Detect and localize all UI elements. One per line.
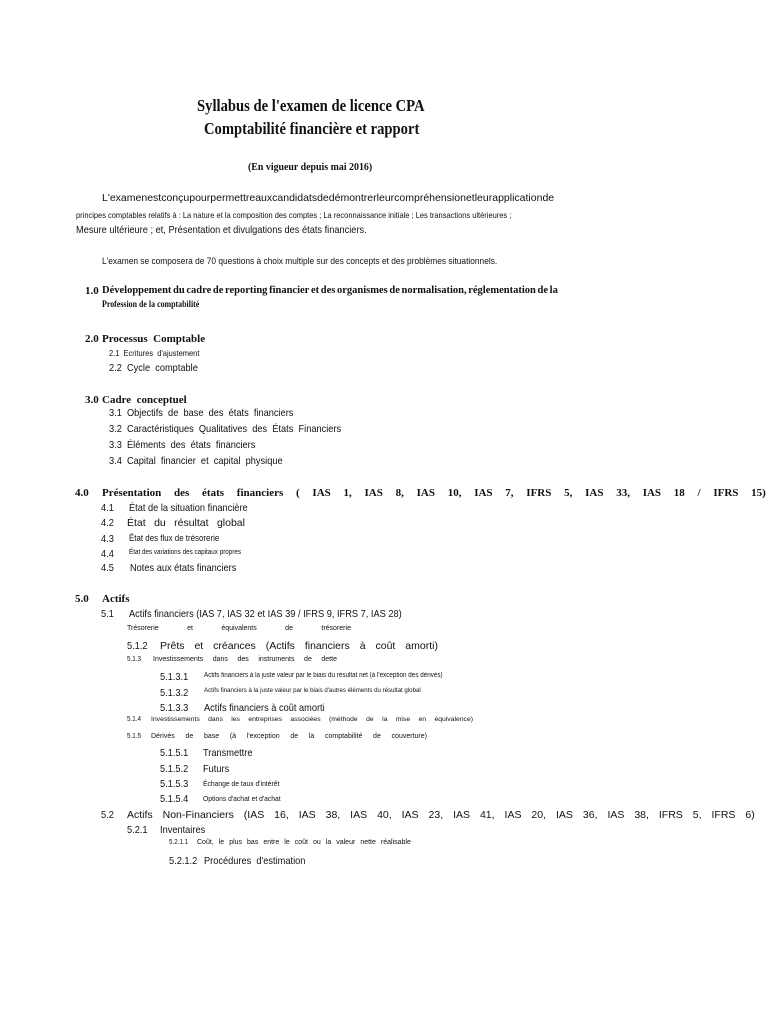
word: réalisable	[380, 839, 411, 846]
item-4-4-number: 4.4	[101, 548, 114, 560]
item-5-1-5-2-label: Futurs	[203, 763, 230, 775]
word: IFRS	[711, 809, 736, 821]
word: de	[212, 285, 224, 296]
word: de	[537, 285, 549, 296]
section-3-title: Cadre conceptuel	[102, 394, 187, 406]
item-5-2-1-label: Inventaires	[160, 824, 206, 836]
item-5-1-3-3-label: Actifs financiers à coût amorti	[204, 702, 325, 714]
word: financiers	[236, 487, 284, 499]
item-5-1-2-label	[160, 640, 438, 652]
intro-line-1	[102, 192, 555, 204]
word: 41,	[479, 809, 495, 821]
word: 18	[673, 487, 685, 499]
word: comptabilité	[324, 733, 363, 740]
word: bas	[247, 839, 259, 846]
word: reporting	[225, 285, 268, 296]
word: Investissements	[151, 716, 200, 723]
word: IFRS	[526, 487, 552, 499]
item-5-1-5-1-label: Transmettre	[203, 747, 253, 759]
word: associées	[290, 716, 321, 723]
word: du	[154, 517, 166, 529]
item-5-1-3-1-number: 5.1.3.1	[160, 671, 189, 683]
word: l'exception	[246, 733, 280, 740]
word: candidats	[272, 192, 318, 204]
word: Dérivés	[151, 733, 175, 740]
item-4-2-label	[127, 517, 245, 529]
word: dans	[208, 716, 223, 723]
word: couverture)	[391, 733, 427, 740]
word: conçu	[161, 192, 190, 204]
exam-note: L'examen se composera de 70 questions à choix multiple sur des concepts et des problèmes situationnels.	[102, 256, 498, 267]
item-4-4-label: État des variations des capitaux propres	[129, 549, 242, 556]
word: démontrer	[328, 192, 377, 204]
item-4-5-label: Notes aux états financiers	[130, 562, 237, 574]
item-3-3: 3.3 Éléments des états financiers	[109, 439, 256, 451]
word: est	[147, 192, 162, 204]
item-2-2: 2.2 Cycle comptable	[109, 362, 198, 374]
item-5-1-5-label	[151, 733, 427, 740]
item-4-3-number: 4.3	[101, 533, 114, 545]
item-5-1-3-2-label: Actifs financiers à la juste valeur par le biais d'autres éléments du résultat global	[204, 687, 421, 694]
word: 1,	[343, 487, 352, 499]
item-3-1: 3.1 Objectifs de base des états financiers	[109, 407, 294, 419]
word: de	[366, 716, 374, 723]
word: de	[290, 733, 299, 740]
item-5-1-5-3-number: 5.1.5.3	[160, 778, 189, 790]
word: nette	[360, 839, 376, 846]
effective-date: (En vigueur depuis mai 2016)	[248, 161, 373, 173]
item-5-1-4-number: 5.1.4	[127, 716, 142, 723]
word: compréhension	[394, 192, 466, 204]
word: application	[492, 192, 543, 204]
word: 38,	[325, 809, 341, 821]
word: leur	[474, 192, 493, 204]
word: /	[697, 487, 701, 499]
section-3-number: 3.0	[85, 394, 99, 406]
item-3-4: 3.4 Capital financier et capital physique	[109, 455, 283, 467]
doc-title-line1: Syllabus de l'examen de licence CPA	[197, 96, 425, 115]
section-4-title	[102, 487, 766, 499]
word: 6)	[745, 809, 755, 821]
word: 23,	[428, 809, 444, 821]
section-1-number: 1.0	[85, 285, 99, 297]
word: permettre	[210, 192, 256, 204]
item-5-1-5-1-number: 5.1.5.1	[160, 747, 189, 759]
word: Prêts	[160, 640, 185, 652]
word: 20,	[531, 809, 547, 821]
word: instruments	[258, 656, 295, 663]
word: IAS	[350, 809, 368, 821]
item-5-2-number: 5.2	[101, 809, 114, 821]
word: coût	[375, 640, 396, 652]
word: IAS	[504, 809, 522, 821]
word: coût	[294, 839, 308, 846]
intro-line-2: principes comptables relatifs à : La nature et la composition des comptes ; La reconnaissance initiale ; Les transactions ultérieures ;	[76, 210, 512, 220]
word: et	[465, 192, 475, 204]
section-5-number: 5.0	[75, 593, 89, 605]
word: des	[237, 656, 249, 663]
word: 5,	[692, 809, 702, 821]
item-5-1-3-label	[153, 656, 337, 663]
word: 5,	[564, 487, 573, 499]
word: financiers	[304, 640, 350, 652]
item-5-1-5-4-number: 5.1.5.4	[160, 793, 189, 805]
item-5-1-4-label	[151, 716, 473, 723]
word: (Actifs	[265, 640, 295, 652]
word: IAS	[312, 487, 331, 499]
word: à	[359, 640, 366, 652]
word: de	[542, 192, 555, 204]
word: créances	[213, 640, 256, 652]
item-5-2-1-number: 5.2.1	[127, 824, 148, 836]
word: (IAS	[243, 809, 265, 821]
word: la	[549, 285, 558, 296]
word: base	[203, 733, 220, 740]
doc-title-line2: Comptabilité financière et rapport	[204, 119, 420, 138]
word: IAS	[298, 809, 316, 821]
item-5-1-5-number: 5.1.5	[127, 733, 142, 740]
word: des	[174, 487, 190, 499]
word: organismes	[337, 285, 388, 296]
word: 33,	[616, 487, 630, 499]
word: de	[317, 192, 329, 204]
word: cadre	[186, 285, 212, 296]
word: dans	[212, 656, 228, 663]
word: IAS	[607, 809, 625, 821]
word: du	[173, 285, 185, 296]
word: 16,	[274, 809, 289, 821]
word: 7,	[505, 487, 514, 499]
word: IAS	[453, 809, 471, 821]
word: IAS	[401, 809, 419, 821]
word: et	[310, 285, 320, 296]
word: réglementation	[468, 285, 536, 296]
item-5-2-1-2-number: 5.2.1.2	[169, 855, 198, 867]
word: normalisation,	[401, 285, 467, 296]
item-4-5-number: 4.5	[101, 562, 114, 574]
word: (	[296, 487, 300, 499]
word: la	[382, 716, 388, 723]
item-tresorerie	[127, 625, 351, 632]
word: la	[308, 733, 315, 740]
word: IFRS	[658, 809, 683, 821]
word: entreprises	[248, 716, 282, 723]
item-5-2-1-2-label: Procédures d'estimation	[204, 855, 306, 867]
word: trésorerie	[321, 625, 351, 632]
item-4-2-number: 4.2	[101, 517, 114, 529]
section-2-number: 2.0	[85, 333, 99, 345]
item-5-1-5-2-number: 5.1.5.2	[160, 763, 189, 775]
word: de	[304, 656, 312, 663]
word: financier	[269, 285, 310, 296]
word: plus	[229, 839, 243, 846]
word: 8,	[395, 487, 404, 499]
word: de	[373, 733, 381, 740]
word: IAS	[555, 809, 573, 821]
word: IAS	[474, 487, 493, 499]
word: 38,	[634, 809, 649, 821]
word: de	[285, 625, 293, 632]
item-5-1-label: Actifs financiers (IAS 7, IAS 32 et IAS 39 / IFRS 9, IFRS 7, IAS 28)	[129, 608, 402, 620]
section-1-title	[102, 285, 558, 296]
word: dette	[321, 656, 337, 663]
word: 10,	[447, 487, 462, 499]
word: 36,	[582, 809, 598, 821]
item-5-1-2-number: 5.1.2	[127, 640, 148, 652]
word: résultat	[174, 517, 209, 529]
item-5-2-label	[127, 809, 755, 821]
word: (à	[229, 733, 237, 740]
word: états	[202, 487, 225, 499]
word: amorti)	[405, 640, 438, 652]
word: pour	[189, 192, 211, 204]
word: 40,	[377, 809, 392, 821]
word: des	[320, 285, 336, 296]
word: et	[187, 625, 193, 632]
word: IAS	[642, 487, 662, 499]
word: (méthode	[329, 716, 358, 723]
item-5-2-1-1-number: 5.2.1.1	[169, 839, 189, 846]
item-5-2-1-1-label	[197, 839, 411, 846]
word: de	[185, 733, 194, 740]
word: de	[389, 285, 400, 296]
word: Développement	[102, 285, 172, 296]
word: équivalents	[221, 625, 257, 632]
item-4-1-number: 4.1	[101, 502, 114, 514]
word: Présentation	[102, 487, 162, 499]
item-5-1-5-4-label: Options d'achat et d'achat	[203, 794, 281, 803]
section-4-number: 4.0	[75, 487, 89, 499]
intro-line-3: Mesure ultérieure ; et, Présentation et divulgations des états financiers.	[76, 224, 367, 236]
word: entre	[263, 839, 280, 846]
section-2-title: Processus Comptable	[102, 333, 206, 345]
word: Non-Financiers	[162, 809, 234, 821]
word: Actifs	[127, 809, 153, 821]
word: leur	[376, 192, 395, 204]
item-4-1-label: État de la situation financière	[129, 502, 248, 514]
item-5-1-5-3-label: Échange de taux d'intérêt	[203, 779, 280, 788]
word: global	[216, 517, 245, 529]
section-1-title-line2: Profession de la comptabilité	[102, 299, 200, 309]
item-4-3-label: État des flux de trésorerie	[129, 533, 220, 543]
word: les	[231, 716, 240, 723]
word: IAS	[364, 487, 383, 499]
word: Trésorerie	[127, 625, 159, 632]
word: équivalence)	[434, 716, 473, 723]
word: IAS	[416, 487, 435, 499]
word: 15)	[751, 487, 766, 499]
word: et	[194, 640, 204, 652]
item-3-2: 3.2 Caractéristiques Qualitatives des États Financiers	[109, 423, 342, 435]
item-5-1-3-1-label: Actifs financiers à la juste valeur par le biais du résultat net (à l'exception des dérivés)	[204, 672, 443, 679]
item-5-1-3-number: 5.1.3	[127, 656, 142, 663]
item-5-1-3-2-number: 5.1.3.2	[160, 687, 189, 699]
item-5-1-3-3-number: 5.1.3.3	[160, 702, 189, 714]
word: ou	[312, 839, 321, 846]
word: le	[284, 839, 290, 846]
item-5-1-number: 5.1	[101, 608, 114, 620]
word: État	[127, 517, 146, 529]
section-5-title: Actifs	[102, 593, 130, 605]
word: Investissements	[153, 656, 204, 663]
word: en	[418, 716, 427, 723]
word: valeur	[336, 839, 356, 846]
word: IAS	[585, 487, 604, 499]
word: aux	[255, 192, 273, 204]
word: Coût,	[197, 839, 214, 846]
word: la	[325, 839, 332, 846]
word: mise	[395, 716, 411, 723]
item-2-1: 2.1 Ecritures d'ajustement	[109, 348, 200, 358]
word: L'examen	[102, 192, 148, 204]
word: le	[218, 839, 225, 846]
word: IFRS	[713, 487, 739, 499]
